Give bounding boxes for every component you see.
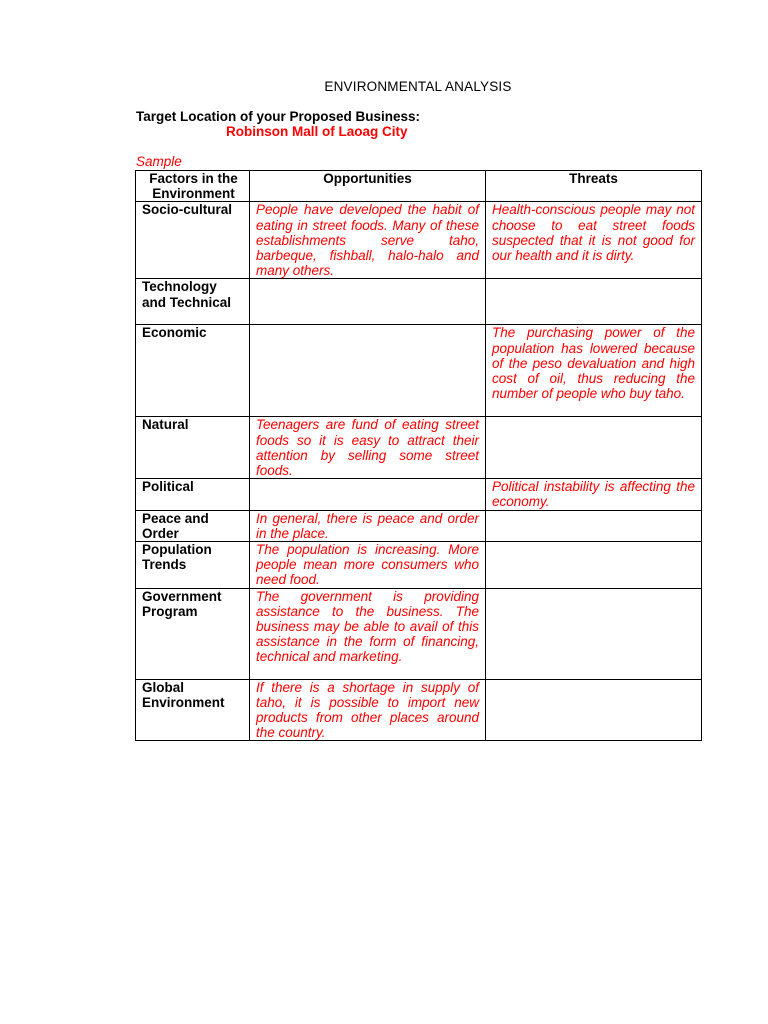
table-row <box>136 542 702 589</box>
factor-cell: Government Program <box>136 588 250 679</box>
table-row <box>136 325 702 417</box>
opportunity-cell <box>250 279 486 325</box>
factor-cell: Economic <box>136 325 250 417</box>
table-row <box>136 279 702 325</box>
table-header-row <box>136 171 702 202</box>
threat-cell: Political instability is affecting the economy. <box>486 479 702 510</box>
target-location-value: Robinson Mall of Laoag City <box>226 124 408 139</box>
opportunity-cell <box>250 325 486 417</box>
factor-cell: Population Trends <box>136 542 250 589</box>
opportunity-cell: In general, there is peace and order in the place. <box>250 510 486 541</box>
table-row <box>136 202 702 279</box>
threat-cell <box>486 542 702 589</box>
table-row <box>136 479 702 510</box>
sample-label: Sample <box>136 154 182 169</box>
threat-cell <box>486 417 702 479</box>
table-row <box>136 417 702 479</box>
target-location-label: Target Location of your Proposed Business: <box>136 109 421 124</box>
factor-cell: Political <box>136 479 250 510</box>
factor-cell: Technology and Technical <box>136 279 250 325</box>
table-row <box>136 510 702 541</box>
threat-cell: Health-conscious people may not choose to eat street foods suspected that it is not good for our health and it is dirty. <box>486 202 702 279</box>
opportunity-cell <box>250 479 486 510</box>
opportunity-cell: People have developed the habit of eating in street foods. Many of these establishments serve taho, barbeque, fishball, halo-halo and many others. <box>250 202 486 279</box>
opportunity-cell: The population is increasing. More people mean more consumers who need food. <box>250 542 486 589</box>
threat-cell: The purchasing power of the population has lowered because of the peso devaluation and high cost of oil, thus reducing the number of people who buy taho. <box>486 325 702 417</box>
document-title: ENVIRONMENTAL ANALYSIS <box>324 79 512 94</box>
threat-cell <box>486 588 702 679</box>
threat-cell <box>486 510 702 541</box>
environmental-analysis-table <box>135 170 702 741</box>
opportunity-cell: The government is providing assistance to the business. The business may be able to avail of this assistance in the form of financing, technical and marketing. <box>250 588 486 679</box>
column-header-factors: Factors in the Environment <box>136 171 250 202</box>
table-row <box>136 588 702 679</box>
threat-cell <box>486 279 702 325</box>
table-row <box>136 679 702 741</box>
opportunity-cell: Teenagers are fund of eating street foods so it is easy to attract their attention by selling some street foods. <box>250 417 486 479</box>
column-header-opportunities: Opportunities <box>250 171 486 202</box>
factor-cell: Natural <box>136 417 250 479</box>
factor-cell: Global Environment <box>136 679 250 741</box>
column-header-threats: Threats <box>486 171 702 202</box>
opportunity-cell: If there is a shortage in supply of taho, it is possible to import new products from other places around the country. <box>250 679 486 741</box>
factor-cell: Peace and Order <box>136 510 250 541</box>
factor-cell: Socio-cultural <box>136 202 250 279</box>
threat-cell <box>486 679 702 741</box>
